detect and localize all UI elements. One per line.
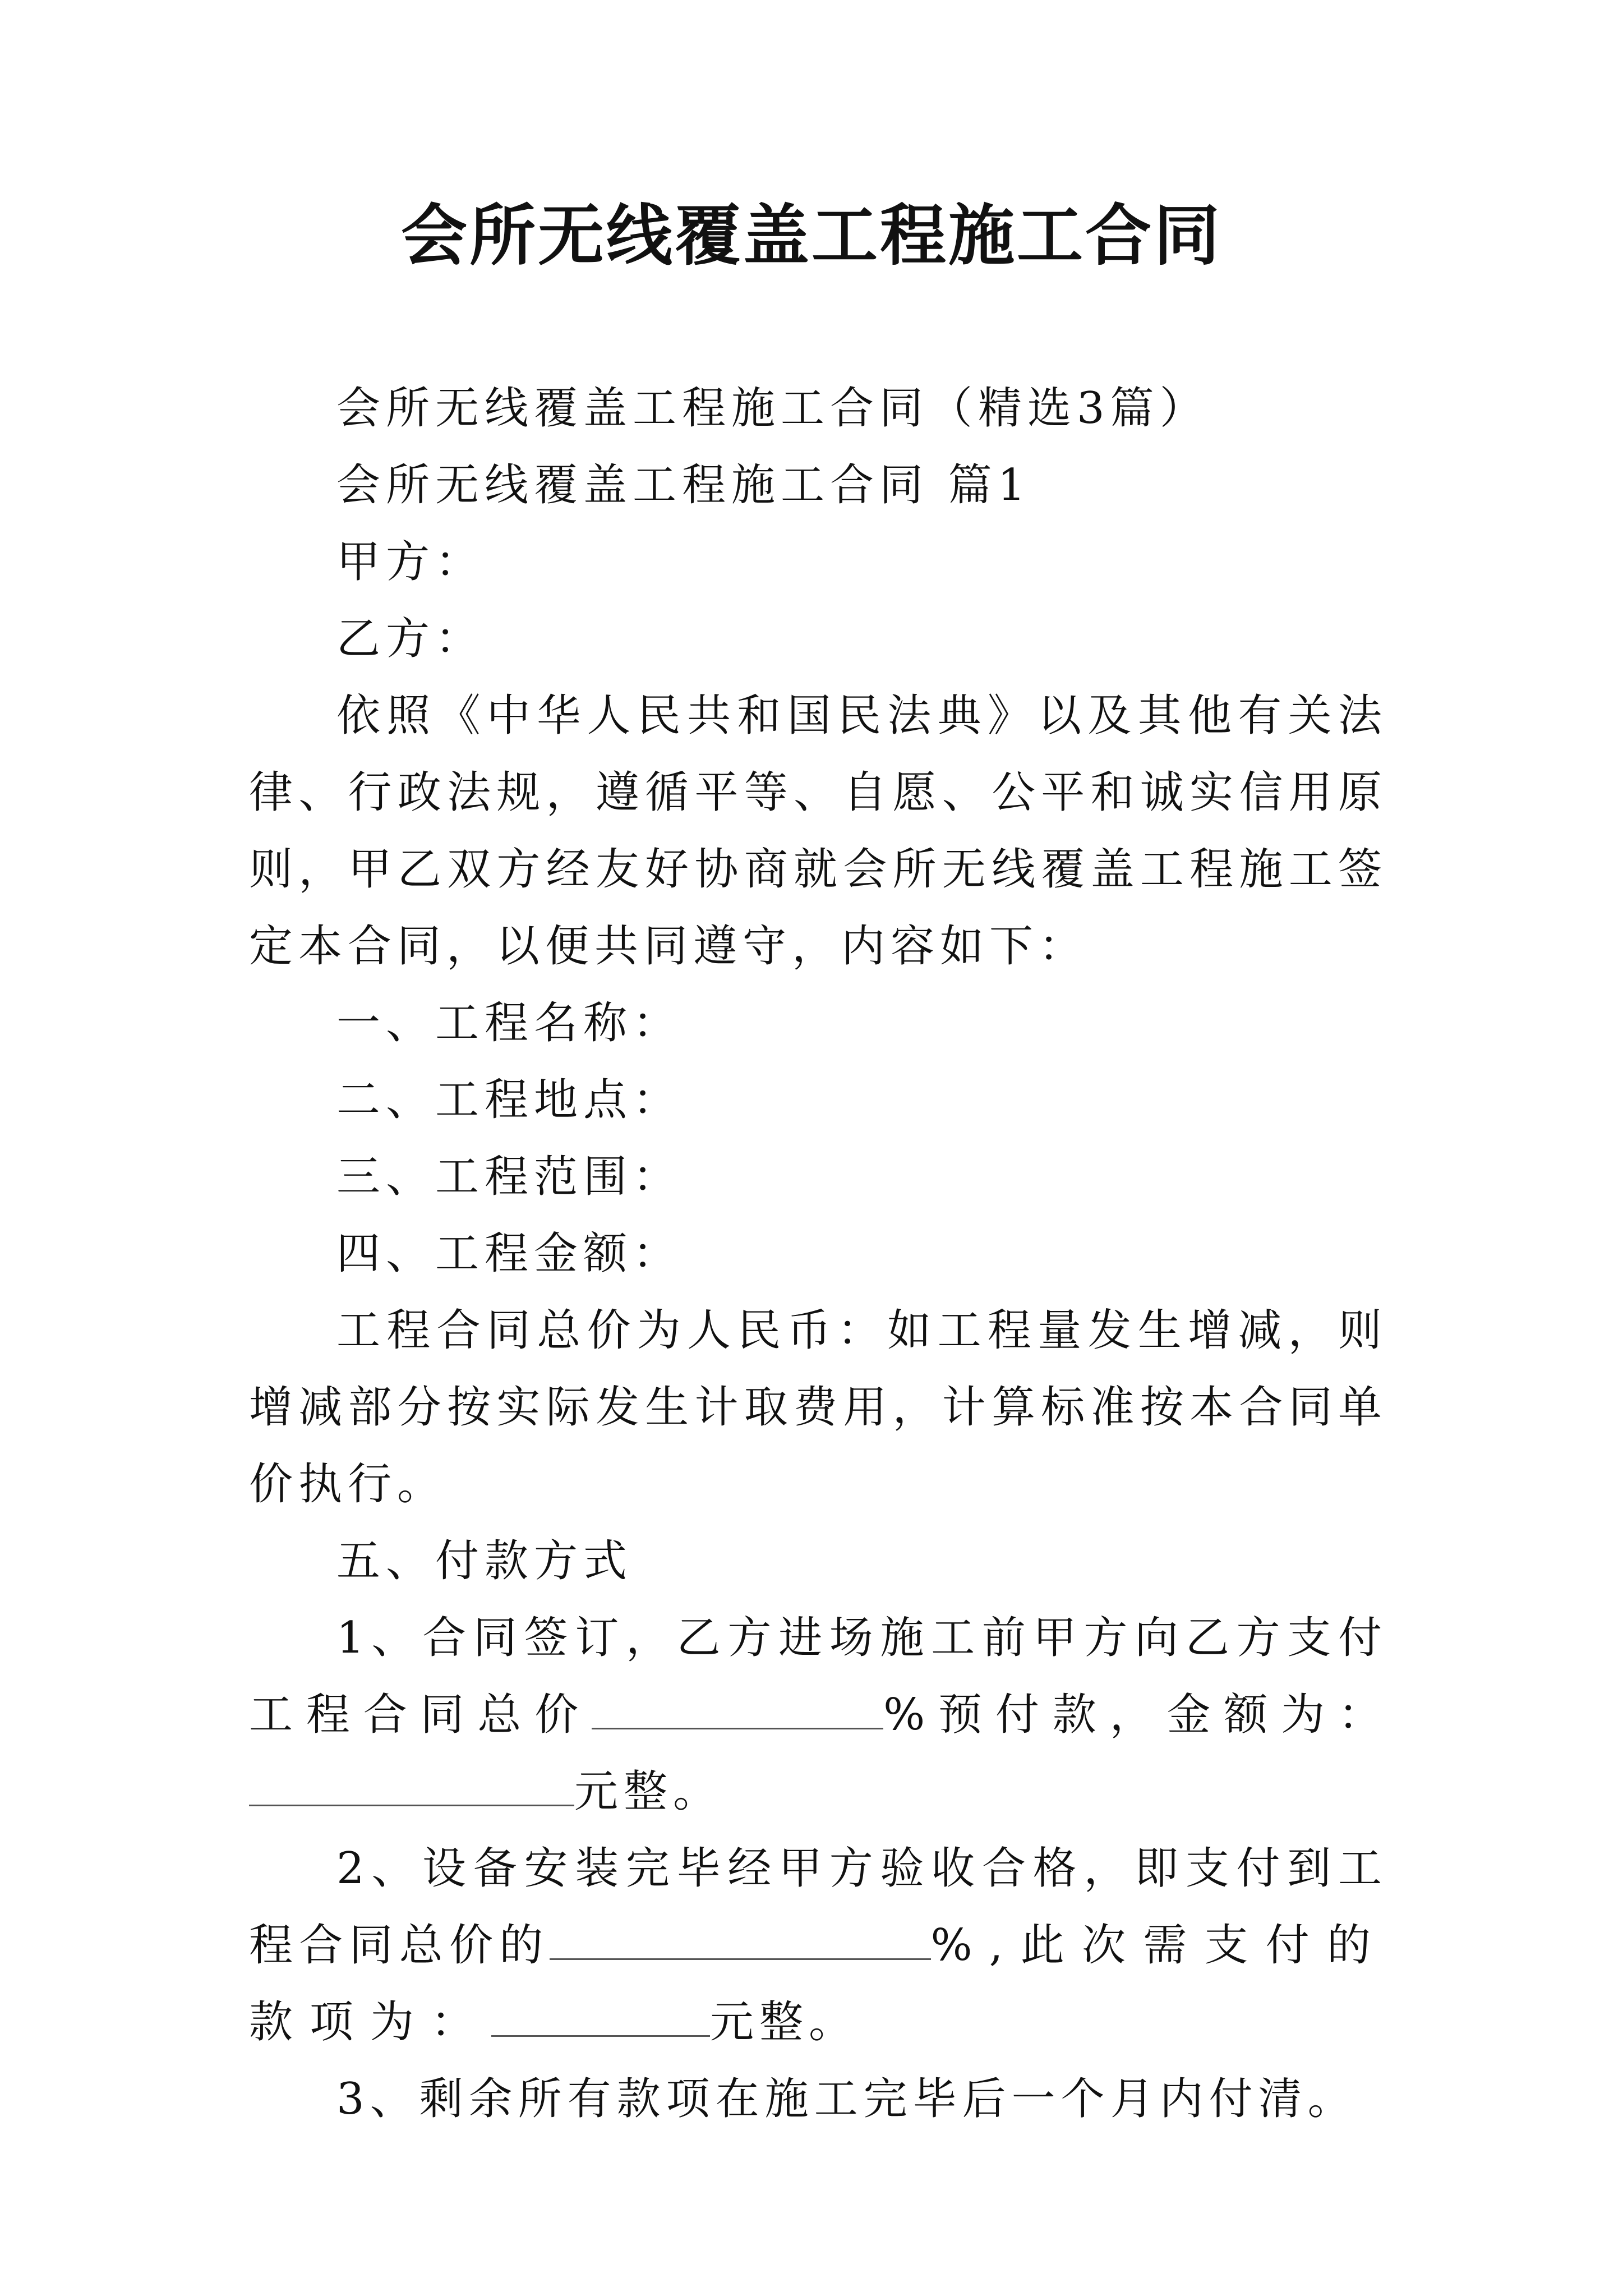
payment-clause-2 bbox=[249, 1830, 1387, 2061]
party-a-label: 甲方： bbox=[336, 537, 485, 587]
payment-clause-3: 3、剩余所有款项在施工完毕后一个月内付清。 bbox=[336, 2074, 1357, 2124]
item-project-amount: 四、工程金额： bbox=[336, 1228, 683, 1279]
payment-clause-2-text-c: 元整。 bbox=[710, 1997, 859, 2047]
item-project-location: 二、工程地点： bbox=[336, 1075, 683, 1125]
blank-line bbox=[491, 1996, 710, 2037]
subtitle: 会所无线覆盖工程施工合同（精选3篇） bbox=[336, 383, 1209, 434]
payment-clause-1-text-b: %预付款，金额为： bbox=[883, 1690, 1387, 1740]
item-project-scope: 三、工程范围： bbox=[336, 1152, 683, 1202]
party-b-label: 乙方： bbox=[336, 614, 485, 664]
item-project-name: 一、工程名称： bbox=[336, 998, 683, 1048]
blank-line bbox=[249, 1765, 574, 1806]
payment-clause-2-text-b: %,此次需支付的款项为： bbox=[249, 1920, 1387, 2047]
payment-clause-1-text-c: 元整。 bbox=[574, 1766, 723, 1817]
document-body bbox=[249, 370, 1387, 2138]
document-title: 会所无线覆盖工程施工合同 bbox=[400, 196, 1222, 274]
payment-clause-2-text-a: 2、设备安装完毕经甲方验收合格，即支付到工程合同总价的 bbox=[249, 1843, 1387, 1971]
payment-clause-1 bbox=[249, 1600, 1387, 1830]
section-heading: 会所无线覆盖工程施工合同 篇1 bbox=[336, 460, 1031, 510]
intro-paragraph: 依照《中华人民共和国民法典》以及其他有关法律、行政法规，遵循平等、自愿、公平和诚实信用原则，甲乙双方经友好协商就会所无线覆盖工程施工签定本合同，以便共同遵守，内容如下： bbox=[249, 691, 1387, 972]
payment-clause-1-text-a: 1、合同签订，乙方进场施工前甲方向乙方支付工程合同总价 bbox=[249, 1613, 1387, 1740]
item-payment-method: 五、付款方式 bbox=[336, 1536, 633, 1586]
blank-line bbox=[550, 1919, 931, 1960]
blank-line bbox=[592, 1688, 883, 1729]
amount-paragraph: 工程合同总价为人民币：如工程量发生增减，则增减部分按实际发生计取费用，计算标准按本合同单价执行。 bbox=[249, 1305, 1387, 1510]
